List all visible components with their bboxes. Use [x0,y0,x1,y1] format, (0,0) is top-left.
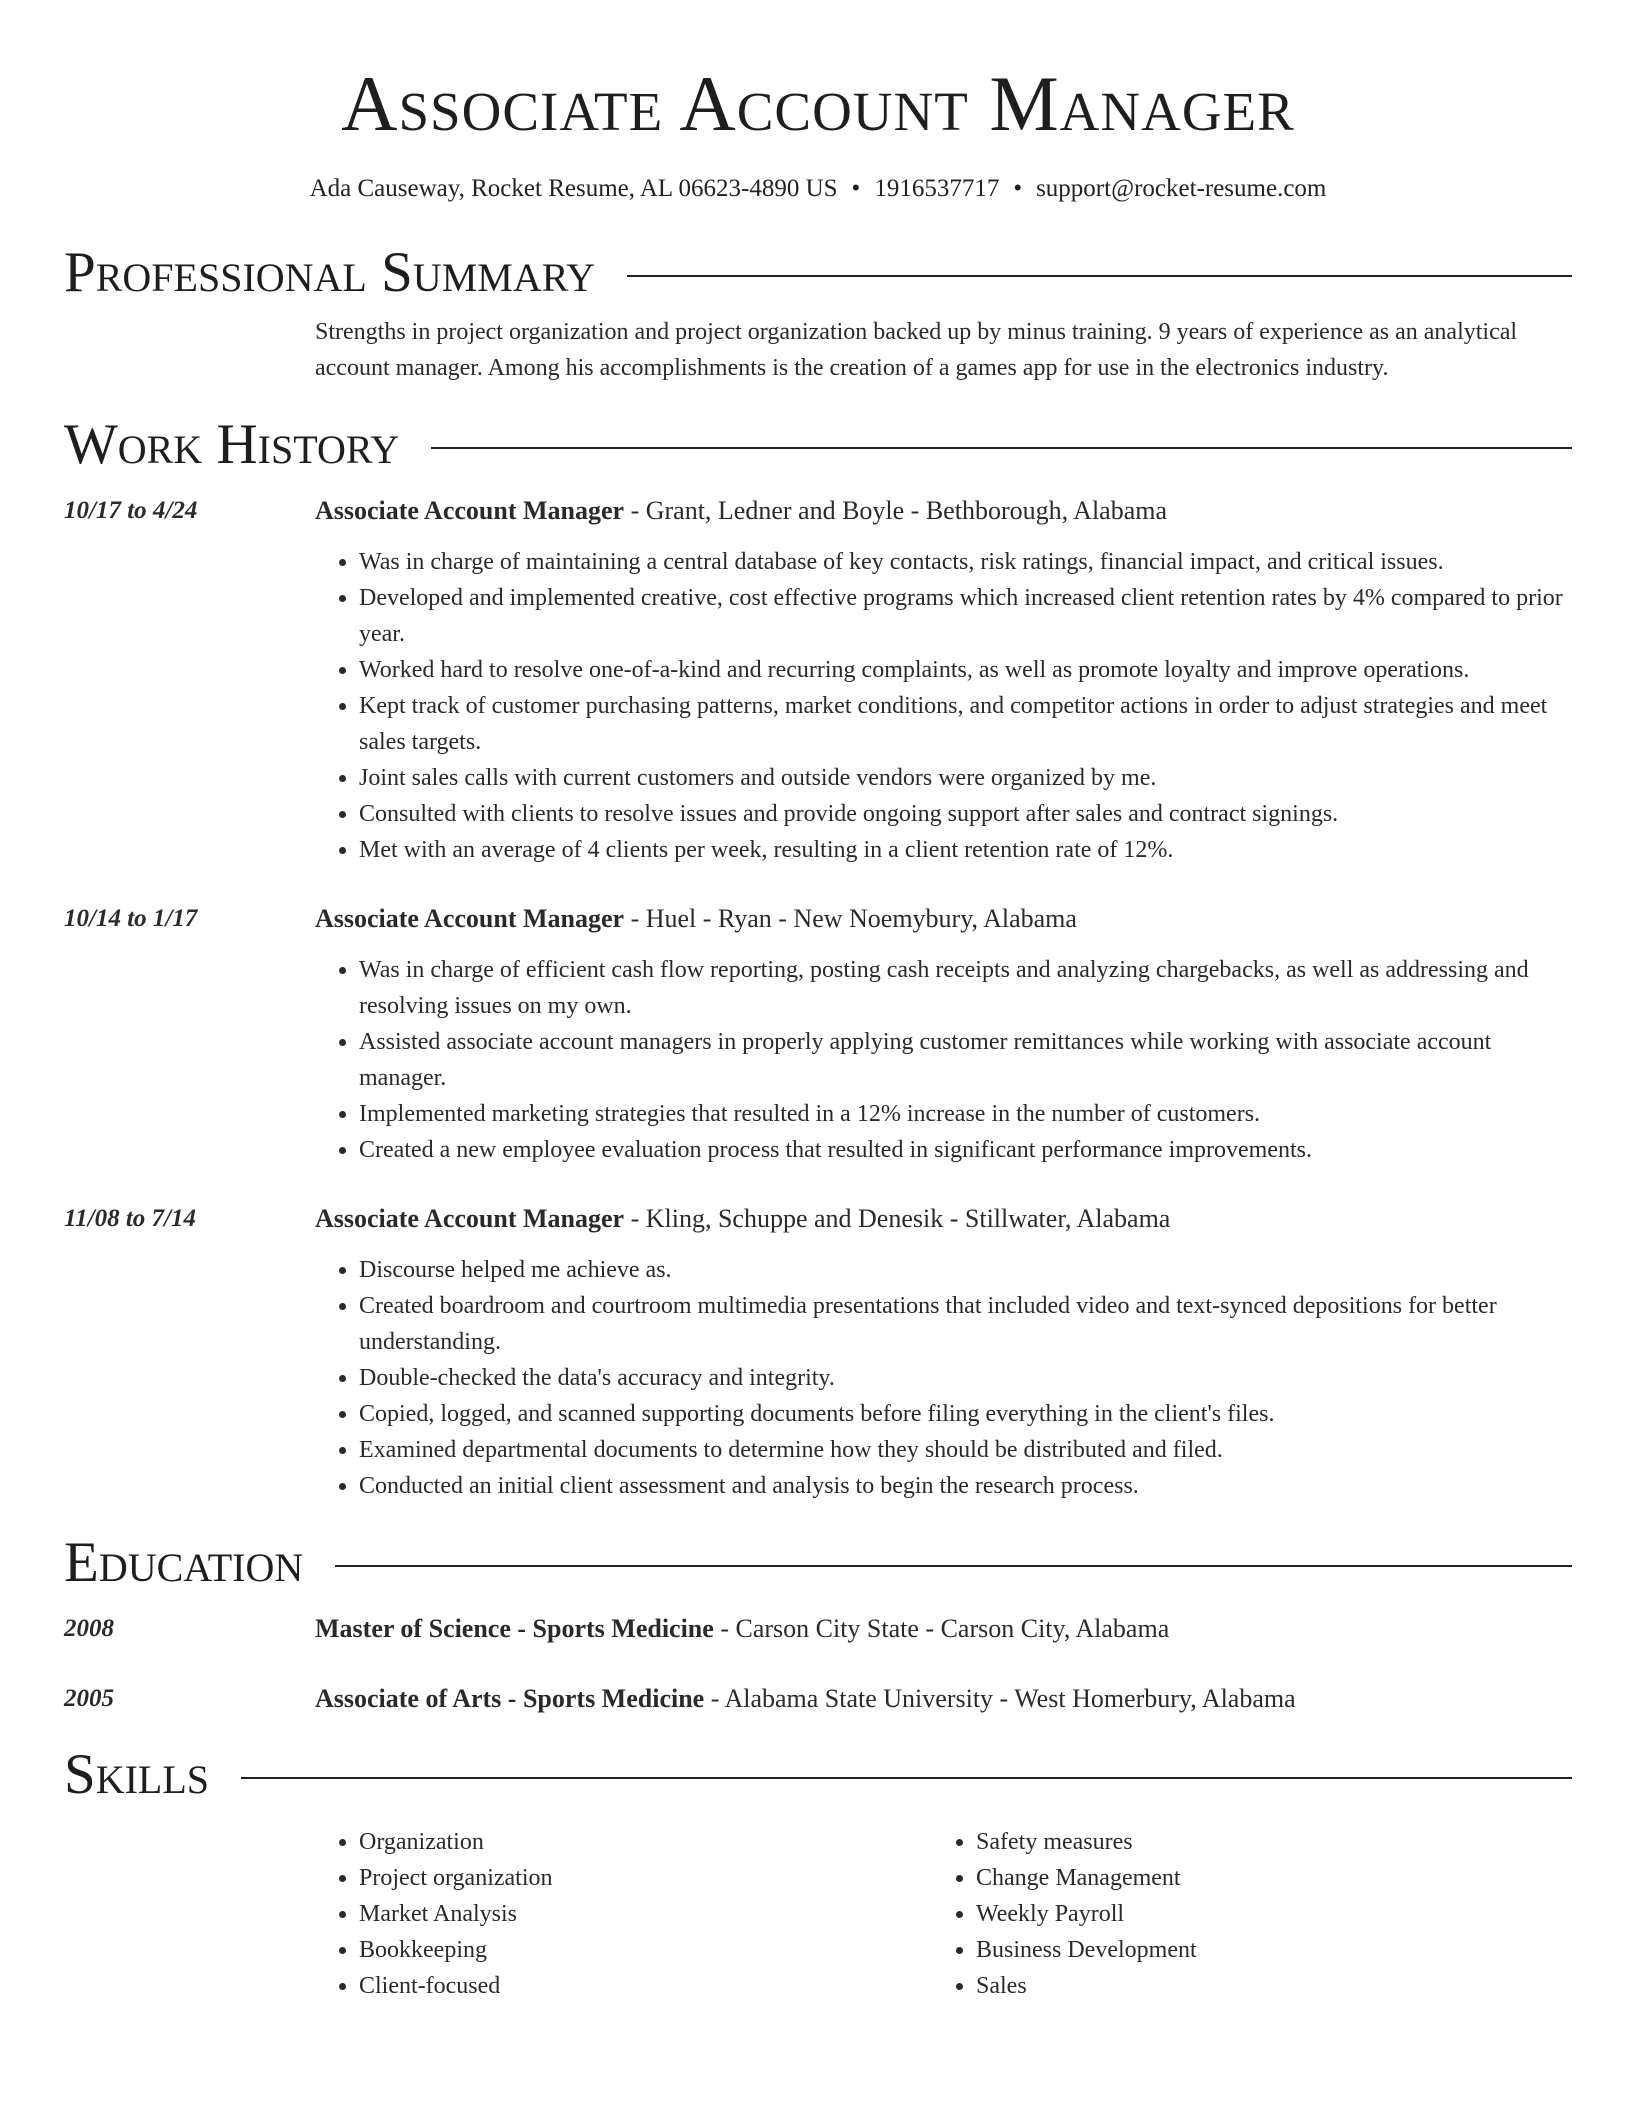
skill-item: • Sales [976,1968,1549,2004]
contact-address: Ada Causeway, Rocket Resume, AL 06623-4890 US [309,175,838,202]
education-school: - Alabama State University - West Homerbury, Alabama [704,1684,1296,1713]
skill-item: • Weekly Payroll [976,1896,1549,1932]
job-bullet: • Developed and implemented creative, cost effective programs which increased client retention rates by 4% compared to prior year. [359,580,1572,652]
skill-item: • Bookkeeping [359,1932,932,1968]
skill-item: • Change Management [976,1860,1549,1896]
job-role: Associate Account Manager [315,496,625,525]
skill-item: • Project organization [359,1860,932,1896]
job-entry [64,494,1572,868]
education-section-title: Education [64,1531,304,1594]
job-role: Associate Account Manager [315,904,625,933]
summary-row [64,314,1572,386]
candidate-title: Associate Account Manager [341,60,1295,147]
skills-list [315,1824,932,2004]
skills-column-left [315,1824,932,2004]
contact-phone: 1916537717 [874,175,1000,202]
section-divider [627,275,1572,277]
section-divider [335,1565,1572,1567]
job-bullet: • Copied, logged, and scanned supporting documents before filing everything in the client's files. [359,1396,1572,1432]
job-entry [64,1202,1572,1504]
skill-item: • Safety measures [976,1824,1549,1860]
work-section-header [64,412,1572,478]
job-bullet: • Was in charge of efficient cash flow reporting, posting cash receipts and analyzing chargebacks, as well as addressing and resolving issues on my own. [359,952,1572,1024]
job-bullet: • Kept track of customer purchasing patterns, market conditions, and competitor actions in order to adjust strategies and meet sales targets. [359,688,1572,760]
job-dates: 11/08 to 7/14 [64,1205,196,1232]
summary-text: Strengths in project organization and project organization backed up by minus training. 9 years of experience as an analytical account manager. Among his accomplishments is the creation of a games app for use in the electronics industry. [315,319,1518,381]
job-entry [64,902,1572,1168]
job-bullet: • Created boardroom and courtroom multimedia presentations that included video and text-synced depositions for better understanding. [359,1288,1572,1360]
job-employer: - Huel - Ryan - New Noemybury, Alabama [624,904,1077,933]
resume-page [64,0,1572,2004]
job-bullet: • Consulted with clients to resolve issues and provide ongoing support after sales and contract signings. [359,796,1572,832]
education-section-header [64,1530,1572,1596]
job-employer: - Kling, Schuppe and Denesik - Stillwater, Alabama [624,1204,1171,1233]
education-entry [64,1682,1572,1716]
job-bullet: • Implemented marketing strategies that resulted in a 12% increase in the number of customers. [359,1096,1572,1132]
education-year: 2008 [64,1615,114,1642]
job-bullet: • Created a new employee evaluation process that resulted in significant performance improvements. [359,1132,1572,1168]
skills-section-title: Skills [64,1743,210,1806]
work-section-title: Work History [64,413,400,476]
job-heading [315,1202,1572,1236]
job-bullet: • Worked hard to resolve one-of-a-kind and recurring complaints, as well as promote loyalty and improve operations. [359,652,1572,688]
skills-column-right [932,1824,1549,2004]
job-bullet: • Was in charge of maintaining a central database of key contacts, risk ratings, financial impact, and critical issues. [359,544,1572,580]
education-degree: Associate of Arts - Sports Medicine [315,1684,705,1713]
job-role: Associate Account Manager [315,1204,625,1233]
job-bullet: • Assisted associate account managers in properly applying customer remittances while working with associate account manager. [359,1024,1572,1096]
job-bullets [315,544,1572,868]
job-bullet: • Double-checked the data's accuracy and integrity. [359,1360,1572,1396]
job-bullet: • Conducted an initial client assessment and analysis to begin the research process. [359,1468,1572,1504]
summary-section-header [64,240,1572,306]
skills-section-header [64,1742,1572,1808]
job-heading [315,902,1572,936]
skill-item: • Organization [359,1824,932,1860]
job-bullets [315,952,1572,1168]
contact-line [64,172,1572,206]
job-dates: 10/14 to 1/17 [64,905,198,932]
education-degree: Master of Science - Sports Medicine [315,1614,714,1643]
job-employer: - Grant, Ledner and Boyle - Bethborough, Alabama [624,496,1168,525]
education-heading [315,1682,1572,1716]
education-heading [315,1612,1572,1646]
contact-separator: • [851,175,861,202]
education-entry [64,1612,1572,1646]
job-bullets [315,1252,1572,1504]
job-dates: 10/17 to 4/24 [64,497,198,524]
education-school: - Carson City State - Carson City, Alabama [713,1614,1170,1643]
section-divider [431,447,1572,449]
job-heading [315,494,1572,528]
summary-section-title: Professional Summary [64,241,596,304]
education-year: 2005 [64,1685,114,1712]
skill-item: • Market Analysis [359,1896,932,1932]
skills-row [64,1824,1572,2004]
job-bullet: • Met with an average of 4 clients per week, resulting in a client retention rate of 12%. [359,832,1572,868]
skill-item: • Business Development [976,1932,1549,1968]
job-bullet: • Joint sales calls with current customers and outside vendors were organized by me. [359,760,1572,796]
skill-item: • Client-focused [359,1968,932,2004]
skills-list [932,1824,1549,2004]
contact-email: support@rocket-resume.com [1036,175,1327,202]
section-divider [241,1777,1572,1779]
contact-separator: • [1013,175,1023,202]
job-bullet: • Examined departmental documents to determine how they should be distributed and filed. [359,1432,1572,1468]
job-bullet: • Discourse helped me achieve as. [359,1252,1572,1288]
